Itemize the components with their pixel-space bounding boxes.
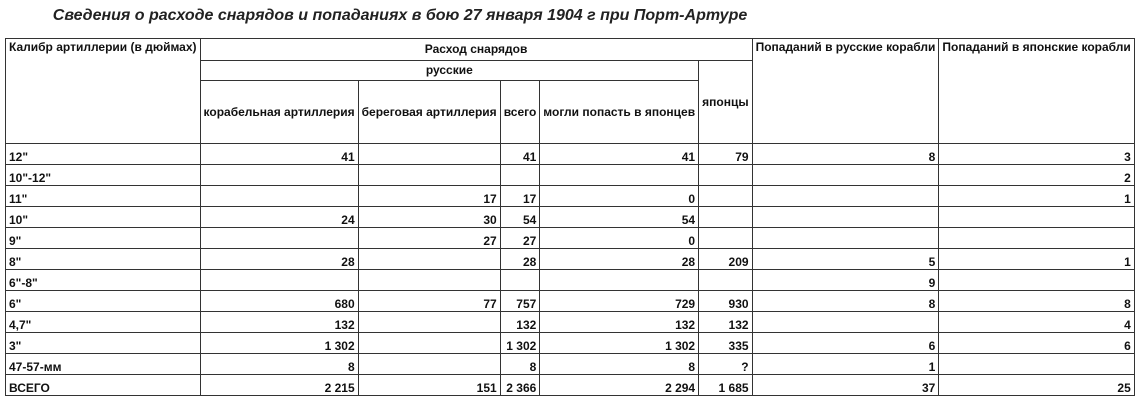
table-row [6, 249, 1135, 270]
cell-could-hit: 729 [540, 291, 699, 312]
cell-hits-russian [752, 186, 939, 207]
shell-consumption-table [5, 38, 1135, 396]
cell-ship [200, 165, 358, 186]
cell-total: 2 366 [500, 375, 540, 396]
cell-japanese [699, 165, 752, 186]
cell-hits-russian: 8 [752, 144, 939, 165]
table-row [6, 354, 1135, 375]
cell-total: 27 [500, 228, 540, 249]
cell-ship: 2 215 [200, 375, 358, 396]
cell-japanese [699, 270, 752, 291]
header-caliber: Калибр артиллерии (в дюймах) [6, 39, 201, 144]
table-row [6, 207, 1135, 228]
cell-ship [200, 270, 358, 291]
cell-hits-russian [752, 165, 939, 186]
header-hits-japanese: Попаданий в японские корабли [939, 39, 1134, 144]
cell-japanese: 132 [699, 312, 752, 333]
cell-could-hit [540, 165, 699, 186]
cell-hits-japanese: 1 [939, 249, 1134, 270]
cell-hits-japanese: 1 [939, 186, 1134, 207]
cell-coastal [358, 249, 500, 270]
cell-hits-russian [752, 312, 939, 333]
cell-caliber: ВСЕГО [6, 375, 201, 396]
cell-total: 1 302 [500, 333, 540, 354]
header-total: всего [500, 81, 540, 144]
table-row [6, 165, 1135, 186]
cell-caliber: 10"-12" [6, 165, 201, 186]
cell-total: 8 [500, 354, 540, 375]
cell-could-hit: 132 [540, 312, 699, 333]
cell-coastal [358, 144, 500, 165]
cell-japanese: 79 [699, 144, 752, 165]
cell-coastal [358, 165, 500, 186]
table-row [6, 228, 1135, 249]
cell-hits-japanese [939, 228, 1134, 249]
cell-total: 41 [500, 144, 540, 165]
cell-japanese [699, 207, 752, 228]
cell-caliber: 11" [6, 186, 201, 207]
cell-caliber: 9" [6, 228, 201, 249]
cell-ship: 28 [200, 249, 358, 270]
cell-hits-japanese: 4 [939, 312, 1134, 333]
table-row [6, 291, 1135, 312]
cell-could-hit: 28 [540, 249, 699, 270]
table-row [6, 186, 1135, 207]
cell-hits-russian [752, 228, 939, 249]
cell-japanese: ? [699, 354, 752, 375]
cell-ship: 8 [200, 354, 358, 375]
cell-hits-russian [752, 207, 939, 228]
header-coastal-artillery: береговая артиллерия [358, 81, 500, 144]
cell-ship: 41 [200, 144, 358, 165]
cell-coastal: 17 [358, 186, 500, 207]
cell-coastal [358, 333, 500, 354]
cell-caliber: 6" [6, 291, 201, 312]
header-japanese: японцы [699, 61, 752, 144]
cell-could-hit: 1 302 [540, 333, 699, 354]
cell-hits-japanese [939, 354, 1134, 375]
header-consumption: Расход снарядов [200, 39, 752, 61]
cell-japanese [699, 186, 752, 207]
cell-coastal: 27 [358, 228, 500, 249]
table-title: Сведения о расходе снарядов и попаданиях в бою 27 января 1904 г при Порт-Артуре [52, 7, 748, 24]
cell-could-hit: 8 [540, 354, 699, 375]
cell-japanese: 335 [699, 333, 752, 354]
cell-ship: 132 [200, 312, 358, 333]
cell-hits-japanese [939, 270, 1134, 291]
header-ship-artillery: корабельная артиллерия [200, 81, 358, 144]
cell-japanese: 1 685 [699, 375, 752, 396]
cell-japanese: 930 [699, 291, 752, 312]
cell-could-hit: 0 [540, 186, 699, 207]
cell-hits-russian: 9 [752, 270, 939, 291]
cell-hits-japanese: 3 [939, 144, 1134, 165]
cell-total: 28 [500, 249, 540, 270]
cell-caliber: 47-57-мм [6, 354, 201, 375]
cell-could-hit: 0 [540, 228, 699, 249]
cell-total [500, 270, 540, 291]
cell-coastal [358, 270, 500, 291]
cell-hits-japanese: 6 [939, 333, 1134, 354]
cell-could-hit: 41 [540, 144, 699, 165]
cell-caliber: 6"-8" [6, 270, 201, 291]
cell-ship [200, 186, 358, 207]
cell-caliber: 3" [6, 333, 201, 354]
cell-ship: 24 [200, 207, 358, 228]
cell-hits-japanese: 25 [939, 375, 1134, 396]
cell-hits-russian: 1 [752, 354, 939, 375]
table-row [6, 270, 1135, 291]
cell-hits-japanese: 2 [939, 165, 1134, 186]
cell-hits-russian: 8 [752, 291, 939, 312]
cell-coastal: 30 [358, 207, 500, 228]
cell-total [500, 165, 540, 186]
cell-total: 757 [500, 291, 540, 312]
cell-ship: 680 [200, 291, 358, 312]
cell-could-hit: 2 294 [540, 375, 699, 396]
cell-hits-russian: 6 [752, 333, 939, 354]
cell-coastal [358, 354, 500, 375]
totals-row [6, 375, 1135, 396]
cell-total: 17 [500, 186, 540, 207]
table-row [6, 333, 1135, 354]
cell-hits-russian: 5 [752, 249, 939, 270]
header-hits-russian: Попаданий в русские корабли [752, 39, 939, 144]
cell-hits-japanese [939, 207, 1134, 228]
cell-japanese [699, 228, 752, 249]
cell-could-hit: 54 [540, 207, 699, 228]
table-row [6, 144, 1135, 165]
cell-coastal [358, 312, 500, 333]
cell-could-hit [540, 270, 699, 291]
header-russian: русские [200, 61, 699, 81]
header-could-hit: могли попасть в японцев [540, 81, 699, 144]
cell-caliber: 8" [6, 249, 201, 270]
cell-ship [200, 228, 358, 249]
cell-coastal: 77 [358, 291, 500, 312]
cell-caliber: 4,7" [6, 312, 201, 333]
cell-ship: 1 302 [200, 333, 358, 354]
cell-total: 132 [500, 312, 540, 333]
cell-coastal: 151 [358, 375, 500, 396]
table-row [6, 312, 1135, 333]
cell-caliber: 12" [6, 144, 201, 165]
cell-hits-japanese: 8 [939, 291, 1134, 312]
cell-japanese: 209 [699, 249, 752, 270]
cell-caliber: 10" [6, 207, 201, 228]
cell-total: 54 [500, 207, 540, 228]
cell-hits-russian: 37 [752, 375, 939, 396]
